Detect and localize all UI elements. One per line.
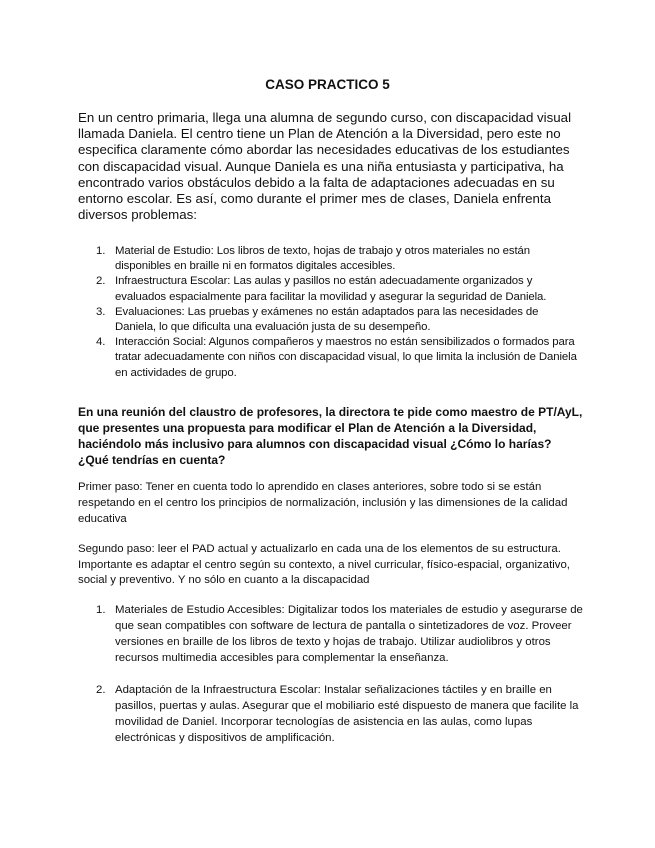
list-item-number: 2. (96, 684, 106, 696)
list-item (78, 244, 578, 274)
list-item-number: 1. (96, 604, 106, 616)
list-item-number: 4. (96, 336, 106, 349)
step-two-paragraph: Segundo paso: leer el PAD actual y actualizarlo en cada una de los elementos de su estructura. Importante es adaptar el centro según su contexto, a nivel curricular, físico-espacial, organizativo, social y preventivo. Y no sólo en cuanto a la discapacidad (78, 543, 570, 586)
list-item (78, 274, 578, 304)
step-one-paragraph: Primer paso: Tener en cuenta todo lo aprendido en clases anteriores, sobre todo si se están respetando en el centro los principios de normalización, inclusión y las dimensiones de la calidad educativa (78, 481, 568, 525)
list-item-text: Material de Estudio: Los libros de texto, hojas de trabajo y otros materiales no están disponibles en braille ni en formatos digitales accesibles. (115, 245, 530, 273)
list-item (78, 682, 583, 746)
document-title: CASO PRACTICO 5 (265, 77, 390, 92)
list-item-number: 1. (96, 245, 106, 257)
question-paragraph: En una reunión del claustro de profesores, la directora te pide como maestro de PT/AyL, que presentes una propuesta para modificar el Plan de Atención a la Diversidad, haciéndolo más inclusivo para alumnos con discapacidad visual ¿Cómo lo harías? ¿Qué tendrías en cuenta? (78, 405, 583, 467)
list-item (78, 335, 578, 381)
list-item-number: 2. (96, 275, 106, 288)
list-item (78, 305, 578, 335)
list-item-text: Evaluaciones: Las pruebas y exámenes no están adaptados para las necesidades de Daniela, lo que dificulta una evaluación justa de su desempeño. (115, 305, 539, 334)
proposals-list (78, 602, 583, 762)
list-item-text: Infraestructura Escolar: Las aulas y pasillos no están adecuadamente organizados y evaluados espacialmente para facilitar la movilidad y asegurar la seguridad de Daniela. (115, 275, 547, 303)
list-item-text: Interacción Social: Algunos compañeros y maestros no están sensibilizados o formados para tratar adecuadamente con niños con discapacidad visual, lo que limita la inclusión de Daniela en actividades de grupo. (115, 336, 577, 379)
list-item-number: 3. (96, 305, 106, 318)
list-item-text: Adaptación de la Infraestructura Escolar: Instalar señalizaciones táctiles y en braille en pasillos, puertas y aulas. Asegurar que el mobiliario esté dispuesto de manera que facilite la movilidad de Daniel. Incorporar tecnologías de asistencia en las aulas, como lupas electrónicas y dispositivos de amplificación. (115, 684, 579, 744)
list-item-text: Materiales de Estudio Accesibles: Digitalizar todos los materiales de estudio y asegurarse de que sean compatibles con software de lectura de pantalla o sintetizadores de voz. Proveer versiones en braille de los libros de texto y hojas de trabajo. Utilizar audiolibros y otros recursos multimedia accesibles para complementar la enseñanza. (115, 604, 583, 664)
list-item (78, 602, 583, 666)
intro-paragraph: En un centro primaria, llega una alumna de segundo curso, con discapacidad visual llamada Daniela. El centro tiene un Plan de Atención a la Diversidad, pero este no especifica claramente cómo abordar las necesidades educativas de los estudiantes con discapacidad visual. Aunque Daniela es una niña entusiasta y participativa, ha encontrado varios obstáculos debido a la falta de adaptaciones adecuadas en su entorno escolar. Es así, como durante el primer mes de clases, Daniela enfrenta diversos problemas: (78, 110, 572, 223)
problems-list (78, 244, 578, 381)
